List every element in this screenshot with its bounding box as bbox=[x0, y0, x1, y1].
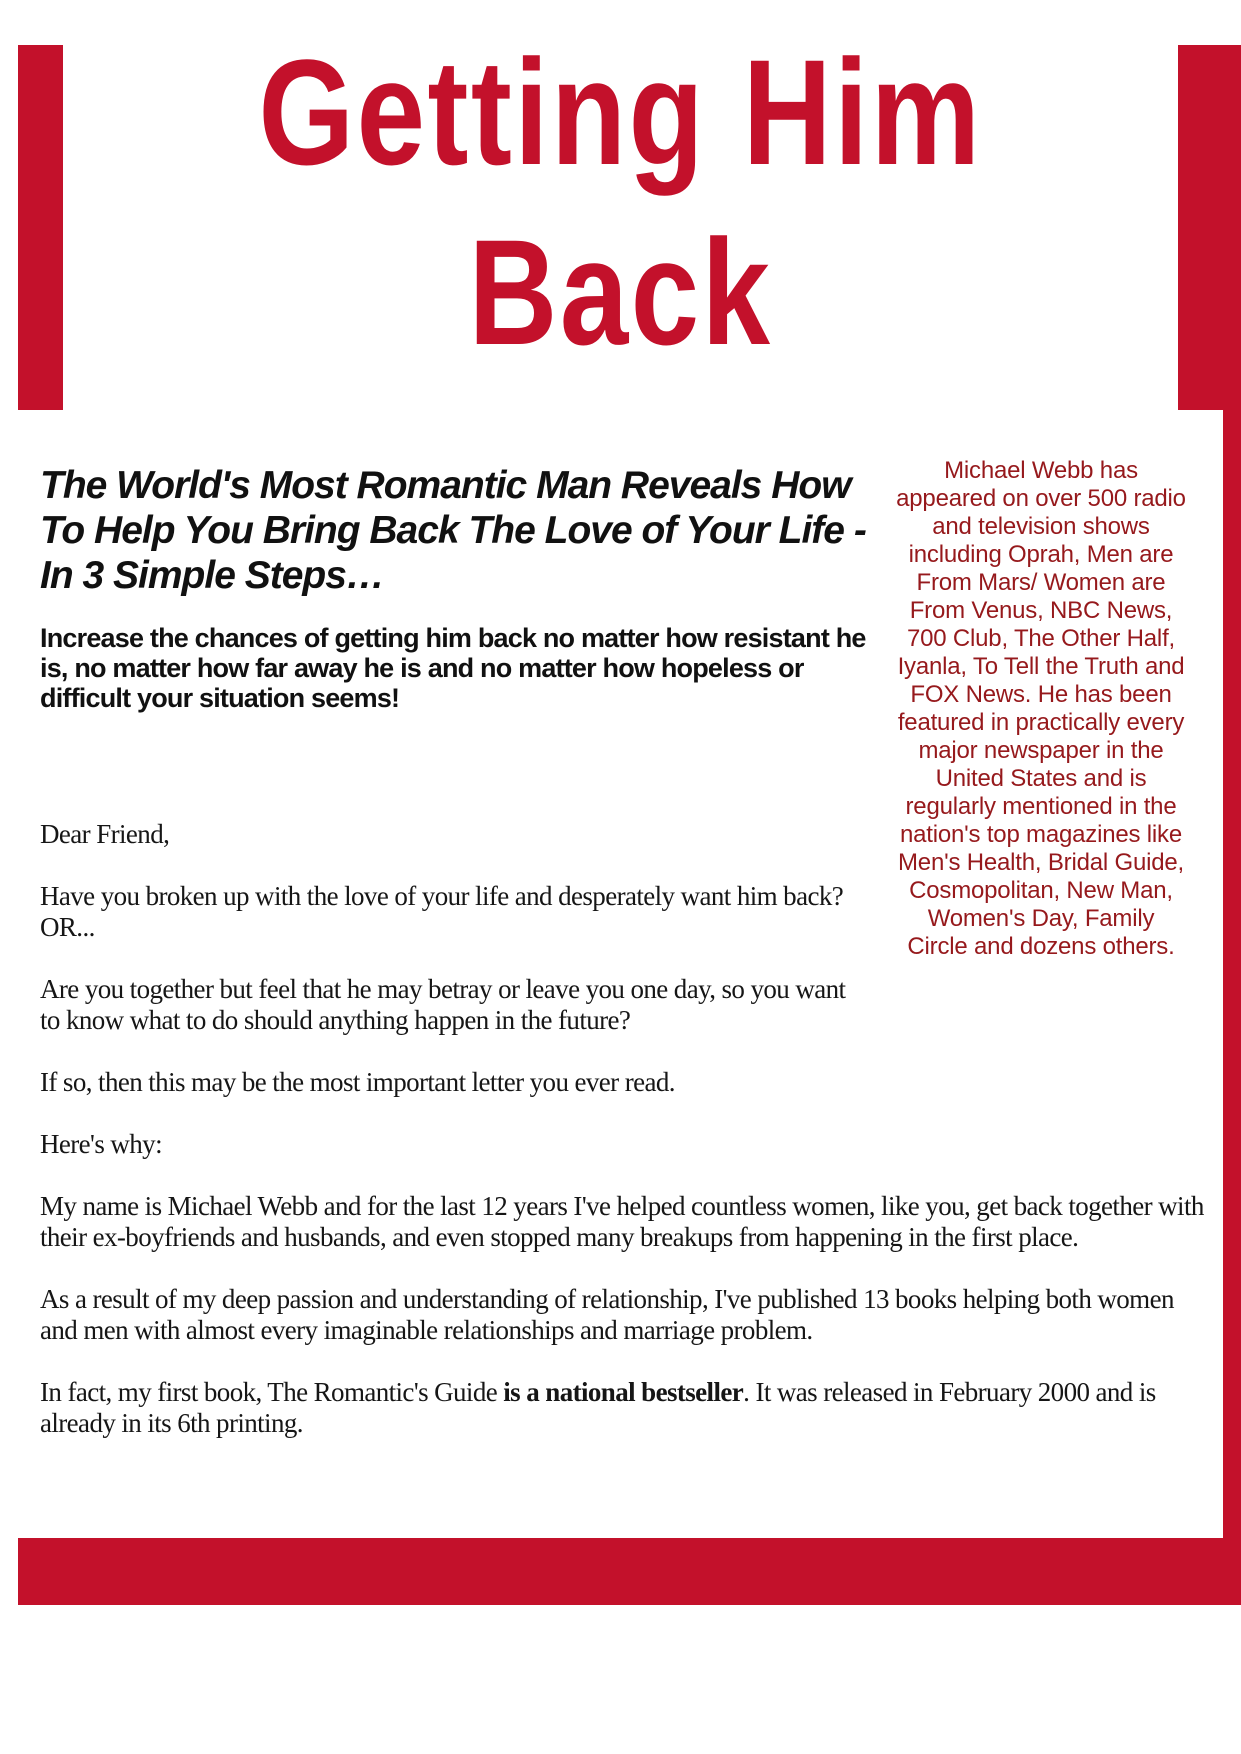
paragraph-books-published: As a result of my deep passion and understanding of relationship, I've published 13 books helping both women and men with almost every imaginable relationships and marriage problem. bbox=[40, 1284, 1174, 1345]
letter-content bbox=[40, 455, 1205, 1470]
page-title-line2: Back bbox=[468, 208, 773, 376]
media-appearances-note: Michael Webb has appeared on over 500 radio and television shows including Oprah, Men are From Mars/ Women are From Venus, NBC News, 700 Club, The Other Half, Iyanla, To Tell the Truth and FOX News. He has been featured in practically every major newspaper in the United States and is regularly mentioned in the nation's top magazines like Men's Health, Bridal Guide, Cosmopolitan, New Man, Women's Day, Family Circle and dozens others. bbox=[896, 457, 1186, 960]
headline: The World's Most Romantic Man Reveals How To Help You Bring Back The Love of Your Life - In 3 Simple Steps… bbox=[40, 464, 866, 597]
first-book-post: . It was released in February 2000 and is already in its 6th printing. bbox=[40, 1377, 1156, 1438]
paragraph-introduction: My name is Michael Webb and for the last 12 years I've helped countless women, like you, get back together with their ex-boyfriends and husbands, and even stopped many breakups from happening in the first place. bbox=[40, 1191, 1204, 1252]
paragraph-breakup-question: Have you broken up with the love of your life and desperately want him back? OR... bbox=[40, 881, 844, 942]
paragraph-important-letter: If so, then this may be the most important letter you ever read. bbox=[40, 1067, 675, 1097]
paragraph-heres-why: Here's why: bbox=[40, 1129, 162, 1159]
subheadline: Increase the chances of getting him back no matter how resistant he is, no matter how far away he is and no matter how hopeless or difficult your situation seems! bbox=[40, 623, 866, 713]
bottom-red-band bbox=[18, 1538, 1241, 1605]
paragraph-together-question: Are you together but feel that he may betray or leave you one day, so you want to know what to do should anything happen in the future? bbox=[40, 974, 846, 1035]
right-edge-red-strip bbox=[1223, 45, 1241, 1538]
paragraph-first-book bbox=[40, 1377, 1205, 1439]
page-title bbox=[112, 22, 1130, 382]
left-red-bar bbox=[18, 45, 63, 410]
right-red-bar bbox=[1178, 45, 1223, 410]
salutation: Dear Friend, bbox=[40, 819, 170, 849]
bestseller-bold-text: is a national bestseller bbox=[503, 1377, 744, 1407]
page-title-line1: Getting Him bbox=[258, 28, 983, 196]
first-book-pre: In fact, my first book, The Romantic's Guide bbox=[40, 1377, 504, 1407]
